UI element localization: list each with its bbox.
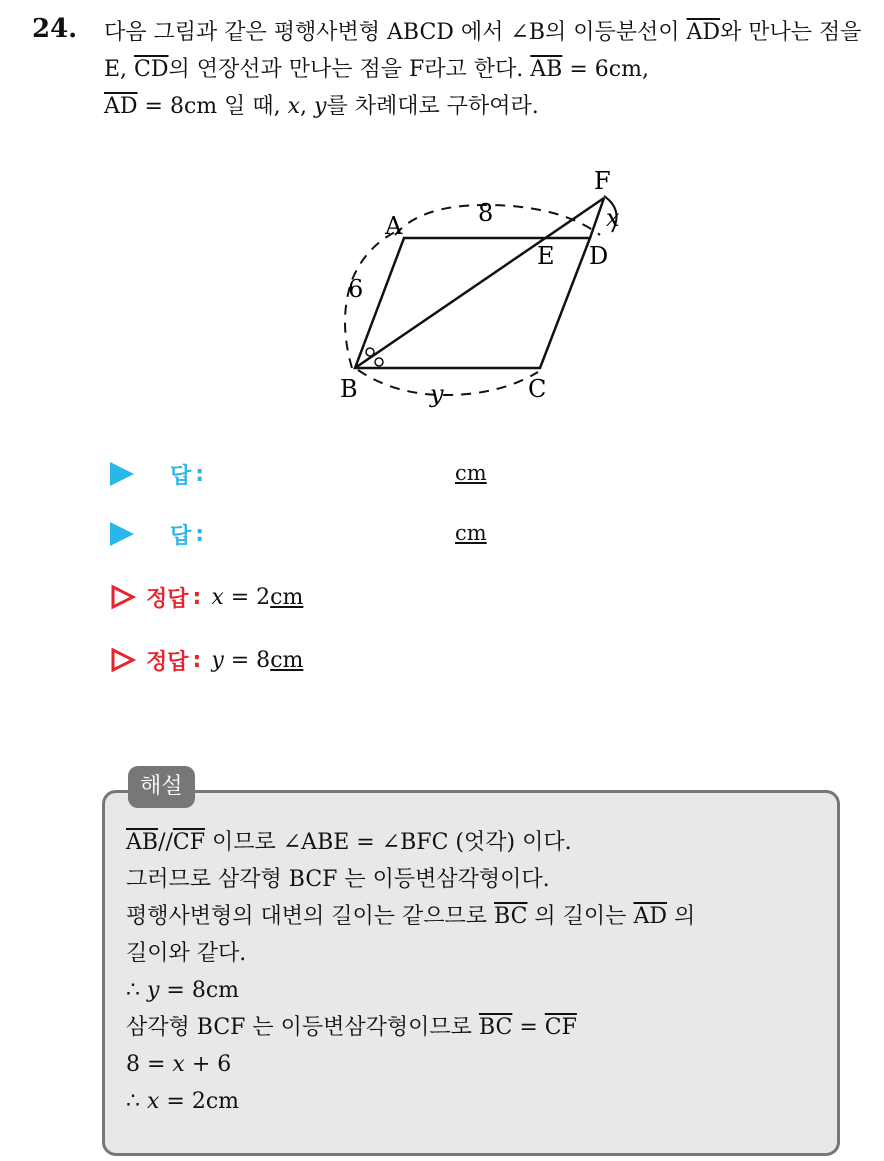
explanation-line: 길이와 같다. (126, 941, 247, 966)
explanation-line: 평행사변형의 대변의 길이는 같으므로 $\overline{BC}$ 의 길이는 $\overline{AD}$ 의 (126, 904, 696, 929)
explanation-line: 삼각형 BCF 는 이등변삼각형이므로 $\overline{BC} = \overline{CF}$ (126, 1015, 577, 1040)
solution-colon: : (192, 584, 202, 610)
play-icon (110, 522, 134, 546)
answer-unit-2: cm (455, 521, 487, 545)
play-outline-icon (110, 647, 136, 673)
answer-row-2 (110, 514, 214, 554)
question-number: 24. (32, 14, 78, 44)
answer-colon: : (195, 521, 205, 547)
play-outline-icon (110, 584, 136, 610)
label-f: F (594, 167, 611, 195)
solution-label: 정답 (146, 649, 189, 675)
label-a: A (385, 212, 403, 240)
solution-label: 정답 (146, 586, 189, 612)
arc-bc (358, 370, 538, 395)
explanation-line: $\overline{AB}//\overline{CF}$ 이므로 ∠ABE = ∠BFC (엇각) 이다. (126, 830, 572, 855)
explanation-line: 8 = x + 6 (126, 1052, 232, 1077)
play-icon (110, 462, 134, 486)
angle-mark-1 (366, 348, 374, 356)
answer-label: 답 (170, 463, 192, 489)
label-x: x (606, 204, 620, 232)
solution-row-2 (110, 640, 303, 680)
label-y: y (430, 380, 444, 408)
explanation-text (126, 824, 826, 1120)
answer-unit-1: cm (455, 461, 487, 485)
explanation-line: ∴ x = 2cm (126, 1089, 240, 1114)
answer-row-1 (110, 454, 214, 494)
angle-mark-2 (375, 358, 383, 366)
label-e: E (537, 242, 555, 270)
answer-label: 답 (170, 523, 192, 549)
explanation-line: 그러므로 삼각형 BCF 는 이등변삼각형이다. (126, 867, 550, 892)
label-len6: 6 (348, 275, 364, 303)
parallelogram-figure (330, 160, 650, 420)
parallelogram-abcd (355, 238, 590, 368)
solution-colon: : (192, 647, 202, 673)
solution-value-y: y = 8cm (211, 647, 304, 673)
explanation-tag: 해설 (128, 766, 195, 808)
arc-ad (395, 205, 600, 235)
label-len8: 8 (478, 199, 494, 227)
solution-row-1 (110, 577, 303, 617)
explanation-line: ∴ y = 8cm (126, 978, 240, 1003)
solution-value-x: x = 2cm (211, 584, 304, 610)
label-b: B (340, 375, 358, 403)
question-text: 다음 그림과 같은 평행사변형 ABCD 에서 ∠B의 이등분선이 $\overline{AD}$와 만나는 점을 E, $\overline{CD}$의 연장선과 만나는 점을 F라고 한다. $\overline{AB} = 6cm$, $\overline{AD} = 8cm$ 일 때, x, y를 차례대로 구하여라. (104, 20, 862, 119)
label-d: D (589, 242, 609, 270)
answer-colon: : (195, 461, 205, 487)
label-c: C (528, 375, 547, 403)
